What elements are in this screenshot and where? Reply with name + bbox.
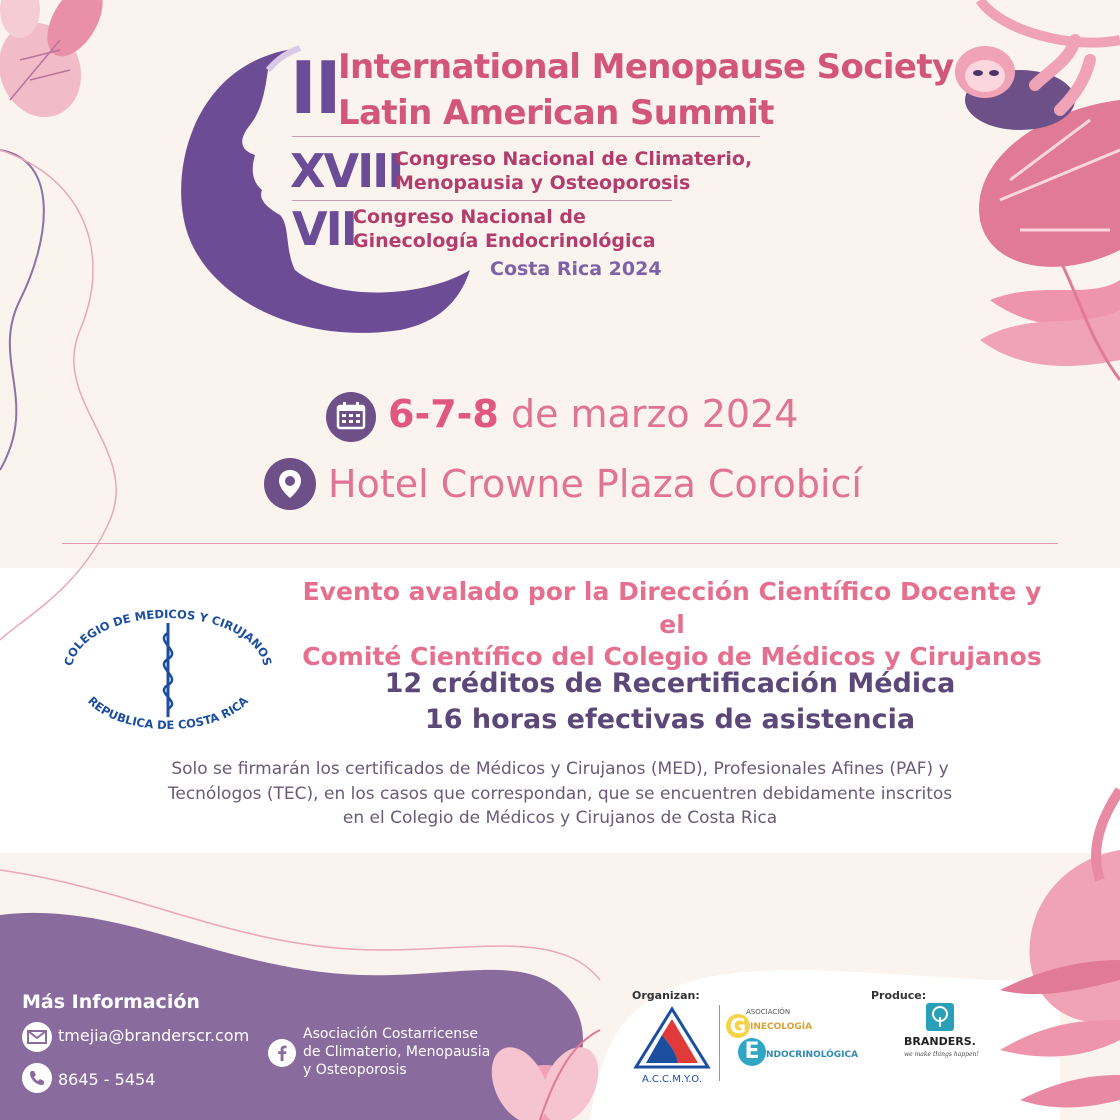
location-year: Costa Rica 2024: [490, 258, 662, 280]
note-line-3: en el Colegio de Médicos y Cirujanos de Costa Rica: [342, 808, 778, 829]
contact-email[interactable]: tmejia@branderscr.com: [58, 1026, 250, 1045]
more-info-title: Más Información: [22, 991, 200, 1013]
roman-numeral-ii: II: [290, 46, 340, 130]
branders-logo: [898, 1003, 988, 1067]
accmyo-logo: [632, 1005, 712, 1085]
age-line-2: INECOLOGÍA: [750, 1022, 813, 1032]
colegio-medicos-logo: [58, 605, 278, 735]
event-date-month: de marzo 2024: [498, 392, 799, 436]
endorsement-line-2: Comité Científico del Colegio de Médicos y Cirujanos: [302, 642, 1042, 671]
branders-tree-icon: [926, 1003, 954, 1031]
event-date-days: 6-7-8: [388, 392, 499, 436]
event-venue: Hotel Crowne Plaza Corobicí: [328, 462, 862, 506]
congress-2-line-2: Ginecología Endocrinológica: [353, 230, 656, 252]
logo-top-text: COLEGIO DE MEDICOS Y CIRUJANOS: [61, 606, 275, 668]
certificate-note: [60, 757, 1060, 831]
producer-label: Produce:: [871, 989, 927, 1002]
summit-title-line-1: International Menopause Society: [338, 47, 954, 87]
endorsement-text: [288, 576, 1056, 674]
phone-icon: [22, 1063, 52, 1093]
note-line-2: Tecnólogos (TEC), en los casos que correspondan, que se encuentren debidamente inscritos: [167, 783, 953, 804]
age-e-circle: E: [738, 1038, 766, 1066]
branders-tagline: we make things happen!: [904, 1051, 979, 1058]
facebook-page[interactable]: [303, 1025, 490, 1080]
map-pin-icon: [264, 458, 316, 510]
congress-2-line-1: Congreso Nacional de: [353, 206, 586, 228]
email-icon: [22, 1022, 52, 1052]
credits-block: [300, 666, 1040, 738]
title-divider-2: [292, 200, 672, 201]
age-logo: [724, 1008, 884, 1078]
calendar-icon: [326, 392, 376, 442]
facebook-icon[interactable]: [268, 1039, 296, 1067]
age-g-circle: G: [726, 1014, 750, 1038]
congress-1-line-1: Congreso Nacional de Climaterio,: [395, 148, 753, 170]
branders-text: BRANDERS.: [904, 1035, 976, 1048]
facebook-line-3: y Osteoporosis: [303, 1062, 407, 1079]
section-divider: [62, 543, 1058, 544]
facebook-line-2: de Climaterio, Menopausia: [303, 1044, 491, 1061]
title-divider-1: [292, 136, 760, 137]
sponsor-divider: [719, 1005, 720, 1081]
age-line-3: NDOCRINOLÓGICA: [766, 1050, 859, 1060]
contact-phone[interactable]: 8645 - 5454: [58, 1070, 156, 1089]
roman-numeral-xviii: XVIII: [290, 144, 403, 198]
organizers-label: Organizan:: [632, 989, 700, 1002]
roman-numeral-vii: VII: [292, 202, 356, 256]
logo-bottom-text: REPUBLICA DE COSTA RICA: [85, 693, 251, 733]
hours-text: 16 horas efectivas de asistencia: [424, 703, 916, 735]
congress-1-line-2: Menopausia y Osteoporosis: [395, 172, 691, 194]
age-line-1: ASOCIACIÓN: [746, 1008, 791, 1016]
summit-title-line-2: Latin American Summit: [338, 93, 774, 133]
endorsement-line-1: Evento avalado por la Dirección Científico Docente y el: [302, 577, 1042, 639]
accmyo-text: A.C.C.M.Y.O.: [642, 1074, 702, 1085]
credits-text: 12 créditos de Recertificación Médica: [384, 668, 956, 699]
facebook-line-1: Asociación Costarricense: [303, 1026, 479, 1042]
note-line-1: Solo se firmarán los certificados de Médicos y Cirujanos (MED), Profesionales Afines (PAF) y: [171, 759, 949, 779]
event-date: [388, 392, 798, 436]
